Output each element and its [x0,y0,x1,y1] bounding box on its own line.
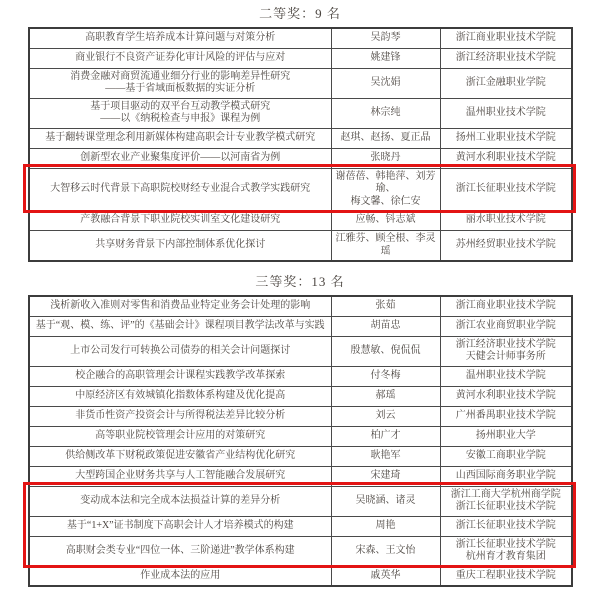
cell-text: 安徽工商职业学院 [465,449,546,461]
table-row [29,516,572,536]
section-title-second-prize: 二等奖：9 名 [259,6,341,21]
table-row [29,168,572,211]
cell-text: 浙江农业商贸职业学院 [455,319,556,331]
cell-text: 山西国际商务职业学院 [455,469,556,481]
cell-text: 浙江长征职业技术学院 [455,501,556,512]
paper-title-cell [29,128,331,148]
paper-title-cell [29,28,331,48]
paper-title-cell [29,148,331,168]
organization-cell [440,486,572,516]
organization-cell [440,566,572,586]
authors-cell [331,386,440,406]
cell-text: 浙江工商大学杭州商学院 [450,488,561,500]
authors-cell [331,566,440,586]
section-title-third-prize: 三等奖：13 名 [255,274,345,289]
table-row [29,486,572,516]
organization-cell [440,98,572,128]
table-row [29,48,572,68]
authors-cell [331,98,440,128]
table-row [29,466,572,486]
table-row [29,68,572,98]
organization-cell [440,48,572,68]
organization-cell [440,296,572,316]
authors-cell [331,128,440,148]
authors-cell [331,231,440,262]
organization-cell [440,336,572,366]
organization-cell [440,211,572,231]
table-row [29,148,572,168]
paper-title-cell [29,386,331,406]
cell-text: 大智移云时代背景下高职院校财经专业混合式教学实践研究 [50,183,311,194]
table-row [29,316,572,336]
cell-text: 校企融合的高职管理会计课程实践教学改革探索 [75,369,286,381]
organization-cell [440,386,572,406]
paper-title-cell [29,406,331,426]
paper-title-cell [29,211,331,231]
authors-cell [331,48,440,68]
organization-cell [440,148,572,168]
authors-cell [331,168,440,211]
organization-cell [440,168,572,211]
authors-cell [331,406,440,426]
authors-cell [331,516,440,536]
cell-text: 赵琪、赵扬、夏正晶 [340,131,431,143]
organization-cell [440,316,572,336]
cell-text: 丽水职业技术学院 [465,214,546,226]
awards-table-2-body [29,296,572,586]
cell-text: 广州番禺职业技术学院 [455,409,556,421]
cell-text: 浙江经济职业技术学院 [455,51,556,63]
cell-text: 变动成本法和完全成本法损益计算的差异分析 [80,494,281,506]
third-prize-table-wrap [28,295,571,587]
organization-cell [440,426,572,446]
cell-text: 产教融合背景下职业院校实训室文化建设研究 [80,214,281,226]
organization-cell [440,128,572,148]
cell-text: 天健会计师事务所 [465,351,546,362]
cell-text: 作业成本法的应用 [140,569,221,581]
organization-cell [440,516,572,536]
cell-text: ——以《纳税检查与申报》课程为例 [100,113,261,124]
paper-title-cell [29,536,331,566]
organization-cell [440,466,572,486]
authors-cell [331,296,440,316]
paper-title-cell [29,366,331,386]
awards-table-2 [28,295,573,587]
authors-cell [331,68,440,98]
authors-cell [331,536,440,566]
cell-text: 商业银行不良资产证券化审计风险的评估与应对 [75,51,286,63]
cell-text: 基于“观、模、练、评”的《基础会计》课程项目教学法改革与实践 [35,319,325,331]
table-row [29,231,572,262]
authors-cell [331,446,440,466]
table-row [29,28,572,48]
cell-text: 浅析新收入准则对零售和消费品业特定业务会计处理的影响 [50,300,311,311]
cell-text: 浙江长征职业技术学院 [455,538,556,550]
cell-text: 消费金融对商贸流通业细分行业的影响差异性研究 [70,70,291,82]
cell-text: 张晓丹 [370,151,401,163]
cell-text: 浙江长征职业技术学院 [455,519,556,531]
paper-title-cell [29,296,331,316]
organization-cell [440,68,572,98]
cell-text: 黄河水利职业技术学院 [455,389,556,401]
cell-text: 基于项目驱动的双平台互动教学模式研究 [90,100,271,112]
cell-text: 中原经济区有效城镇化指数体系构建及优化提高 [75,389,286,401]
cell-text: 黄河水利职业技术学院 [455,151,556,163]
paper-title-cell [29,336,331,366]
awards-table-1-body [29,28,572,261]
table-row [29,536,572,566]
cell-text: 林宗纯 [370,106,401,118]
authors-cell [331,466,440,486]
paper-title-cell [29,48,331,68]
cell-text: 高职教育学生培养成本计算问题与对策分析 [85,32,276,43]
cell-text: 梅文馨、徐仁安 [350,195,421,207]
cell-text: 浙江长征职业技术学院 [455,183,556,194]
paper-title-cell [29,466,331,486]
table-row [29,566,572,586]
cell-text: 非货币性资产投资会计与所得税法差异比较分析 [75,409,286,421]
cell-text: 浙江商业职业技术学院 [455,300,556,311]
cell-text: 温州职业技术学院 [465,106,546,118]
table-row [29,366,572,386]
cell-text: 苏州经贸职业技术学院 [455,239,556,251]
paper-title-cell [29,168,331,211]
cell-text: 戚英华 [370,569,401,581]
organization-cell [440,406,572,426]
cell-text: 温州职业技术学院 [465,369,546,381]
cell-text: 上市公司发行可转换公司债券的相关会计问题探讨 [70,344,291,356]
paper-title-cell [29,316,331,336]
paper-title-cell [29,516,331,536]
cell-text: 浙江商业职业技术学院 [455,32,556,43]
cell-text: 周艳 [375,519,396,531]
authors-cell [331,426,440,446]
organization-cell [440,366,572,386]
cell-text: 宋建琦 [370,469,401,481]
cell-text: 浙江经济职业技术学院 [455,338,556,350]
paper-title-cell [29,486,331,516]
paper-title-cell [29,446,331,466]
cell-text: 耿艳军 [370,449,401,461]
cell-text: 基于“1+X”证书制度下高职会计人才培养模式的构建 [66,519,294,531]
cell-text: 浙江金融职业学院 [465,76,546,88]
table-row [29,406,572,426]
table-row [29,336,572,366]
cell-text: ——基于省域面板数据的实证分析 [105,83,256,94]
organization-cell [440,536,572,566]
authors-cell [331,316,440,336]
paper-title-cell [29,98,331,128]
paper-title-cell [29,426,331,446]
table-row [29,211,572,231]
cell-text: 姚建锋 [370,51,401,63]
table-row [29,386,572,406]
cell-text: 谢蓓蓓、韩艳萍、刘芳瑜、 [335,170,436,194]
cell-text: 吴晓涵、诸灵 [355,494,416,506]
cell-text: 高等职业院校管理会计应用的对策研究 [95,429,266,441]
organization-cell [440,231,572,262]
cell-text: 大型跨国企业财务共享与人工智能融合发展研究 [75,469,286,481]
authors-cell [331,28,440,48]
table-row [29,296,572,316]
cell-text: 创新型农业产业聚集度评价——以河南省为例 [80,151,281,163]
authors-cell [331,486,440,516]
cell-text: 江雅芬、顾全根、李灵瑶 [335,233,436,257]
cell-text: 基于翻转课堂理念利用新媒体构建高职会计专业教学模式研究 [45,131,316,143]
table-row [29,446,572,466]
cell-text: 宋森、王文怡 [355,544,416,556]
cell-text: 高职财会类专业“四位一体、三阶递进”教学体系构建 [65,544,295,556]
paper-title-cell [29,68,331,98]
cell-text: 重庆工程职业技术学院 [455,569,556,581]
paper-title-cell [29,566,331,586]
cell-text: 张茹 [375,300,396,311]
cell-text: 扬州工业职业技术学院 [455,131,556,143]
table-row [29,128,572,148]
authors-cell [331,148,440,168]
cell-text: 吴韵琴 [370,32,401,43]
authors-cell [331,211,440,231]
cell-text: 扬州职业大学 [475,429,536,441]
second-prize-table-wrap [28,27,571,262]
authors-cell [331,336,440,366]
cell-text: 郝瑶 [375,389,396,401]
cell-text: 吴沈娟 [370,76,401,88]
cell-text: 胡苗忠 [370,319,401,331]
authors-cell [331,366,440,386]
awards-table-1 [28,27,573,262]
cell-text: 共享财务背景下内部控制体系优化探讨 [95,239,266,251]
organization-cell [440,28,572,48]
cell-text: 供给侧改革下财税政策促进安徽省产业结构优化研究 [65,449,296,461]
cell-text: 应畅、钭志斌 [355,214,416,226]
cell-text: 刘云 [375,409,396,421]
table-row [29,426,572,446]
paper-title-cell [29,231,331,262]
table-row [29,98,572,128]
cell-text: 杭州育才教育集团 [465,551,546,562]
cell-text: 付冬梅 [370,369,401,381]
cell-text: 殷慧敏、倪侃侃 [350,344,421,356]
organization-cell [440,446,572,466]
cell-text: 柏广才 [370,429,401,441]
